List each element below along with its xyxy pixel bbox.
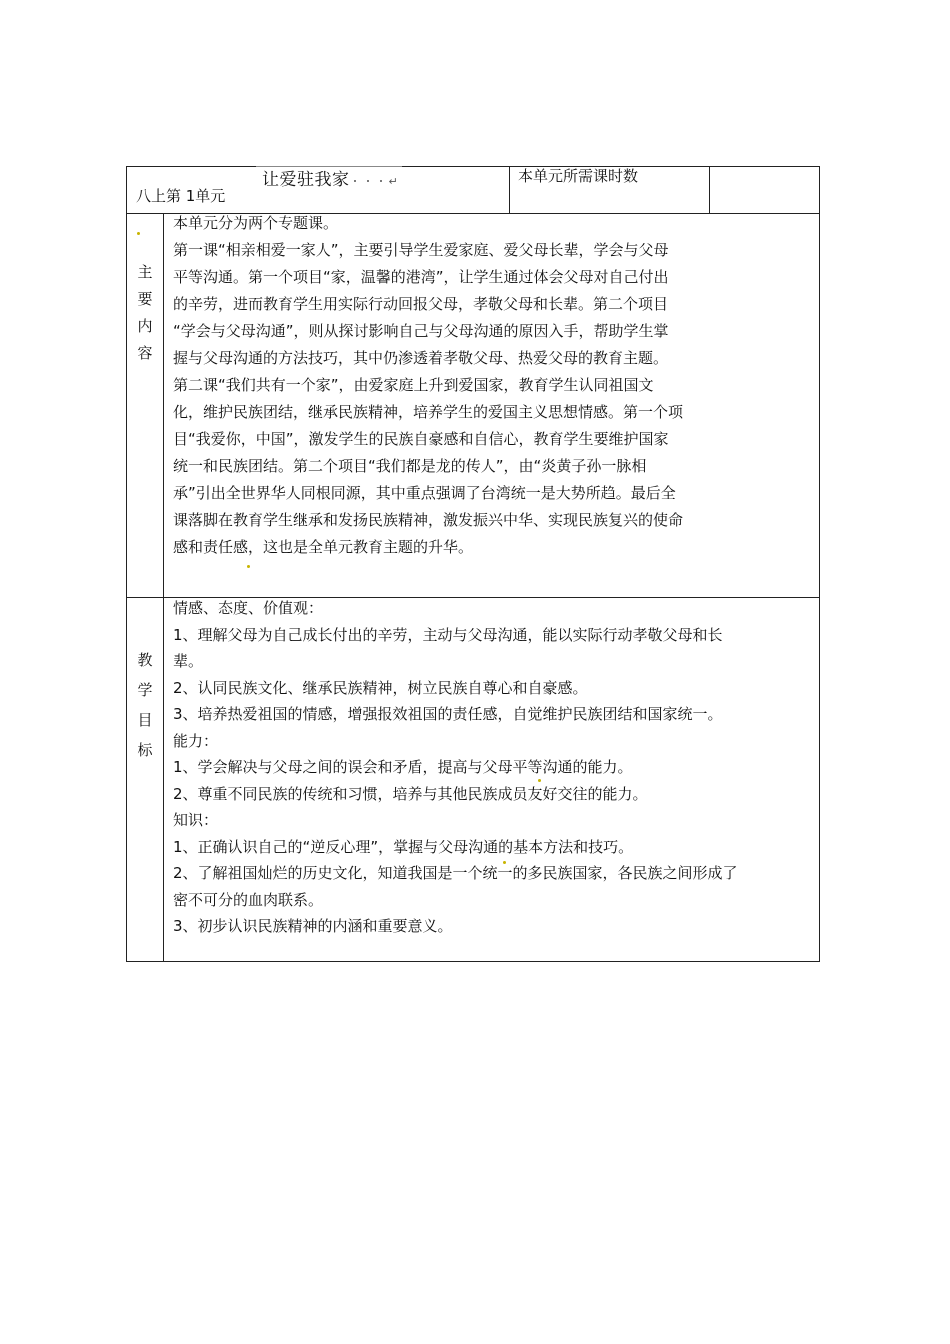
content-line: 承”引出全世界华人同根同源，其中重点强调了台湾统一是大势所趋。最后全 [173,484,676,502]
goal-line: 2、认同民族文化、继承民族精神，树立民族自尊心和自豪感。 [173,678,588,697]
content-line: 第二课“我们共有一个家”，由爱家庭上升到爱国家，教育学生认同祖国文 [173,376,654,394]
content-line: 课落脚在教育学生继承和发扬民族精神，激发振兴中华、实现民族复兴的使命 [173,511,684,529]
goal-line: 3、培养热爱祖国的情感，增强报效祖国的责任感，自觉维护民族团结和国家统一。 [173,705,723,723]
content-line: 的辛劳，进而教育学生用实际行动回报父母，孝敬父母和长辈。第二个项目 [173,295,669,313]
content-line: “学会与父母沟通”，则从探讨影响自己与父母沟通的原因入手，帮助学生掌 [173,322,669,340]
goal-line: 1、学会解决与父母之间的误会和矛盾，提高与父母平等沟通的能力。 [173,758,633,776]
main-content-label [127,259,163,367]
content-line: 平等沟通。第一个项目“家，温馨的港湾”，让学生通过体会父母对自己付出 [173,268,669,286]
goal-line: 2、了解祖国灿烂的历史文化，知道我国是一个统一的多民族国家，各民族之间形成了 [173,864,738,882]
margin-dot [538,779,541,782]
main-content-label-char-1: 主 [137,263,153,281]
content-line: 握与父母沟通的方法技巧，其中仍渗透着孝敬父母、热爱父母的教育主题。 [173,349,669,367]
header-divider-2 [709,166,710,213]
unit-title-text: 让爱驻我家 [262,170,350,190]
margin-dot [137,232,140,235]
teaching-goals-label-char-4: 标 [137,741,153,759]
goal-line: 知识： [173,811,219,829]
goal-line: 1、理解父母为自己成长付出的辛劳，主动与父母沟通，能以实际行动孝敬父母和长 [173,625,723,644]
goal-line: 1、正确认识自己的“逆反心理”，掌握与父母沟通的基本方法和技巧。 [173,837,634,856]
goal-line: 3、初步认识民族精神的内涵和重要意义。 [173,917,453,935]
goal-line: 情感、态度、价值观： [173,599,324,617]
margin-dot [247,565,250,568]
content-line: 第一课“相亲相爱一家人”，主要引导学生爱家庭、爱父母长辈，学会与父母 [173,241,669,259]
main-content-label-char-4: 容 [137,344,153,362]
unit-title [262,170,400,192]
unit-label: 八上第 1单元 [136,187,226,205]
goal-line: 密不可分的血肉联系。 [173,890,324,909]
main-content-label-char-2: 要 [137,290,153,308]
unit-title-underline [256,166,402,168]
teaching-goals-label-char-1: 教 [137,651,153,669]
teaching-goals-text [173,595,813,940]
content-line: 统一和民族团结。第二个项目“我们都是龙的传人”，由“炎黄子孙一脉相 [173,457,647,475]
content-line: 感和责任感，这也是全单元教育主题的升华。 [173,538,474,556]
content-line: 本单元分为两个专题课。 [173,214,339,232]
margin-dot [503,861,506,864]
content-line: 目“我爱你，中国”，激发学生的民族自豪感和自信心，教育学生要维护国家 [173,430,669,448]
teaching-goals-label-char-2: 学 [137,681,153,699]
unit-title-marks: ・・・↵ [349,175,400,188]
goal-line: 2、尊重不同民族的传统和习惯，培养与其他民族成员友好交往的能力。 [173,784,648,803]
main-content-label-char-3: 内 [137,317,153,335]
teaching-goals-label [127,645,163,765]
header-divider-1 [509,166,510,213]
teaching-goals-label-char-3: 目 [137,711,153,729]
content-line: 化，维护民族团结，继承民族精神，培养学生的爱国主义思想情感。第一个项 [173,403,684,421]
main-content-text [173,210,813,561]
goal-line: 能力： [173,731,219,750]
label-column-divider [163,213,164,962]
goal-line: 辈。 [173,652,204,670]
hours-label: 本单元所需课时数 [518,167,639,185]
